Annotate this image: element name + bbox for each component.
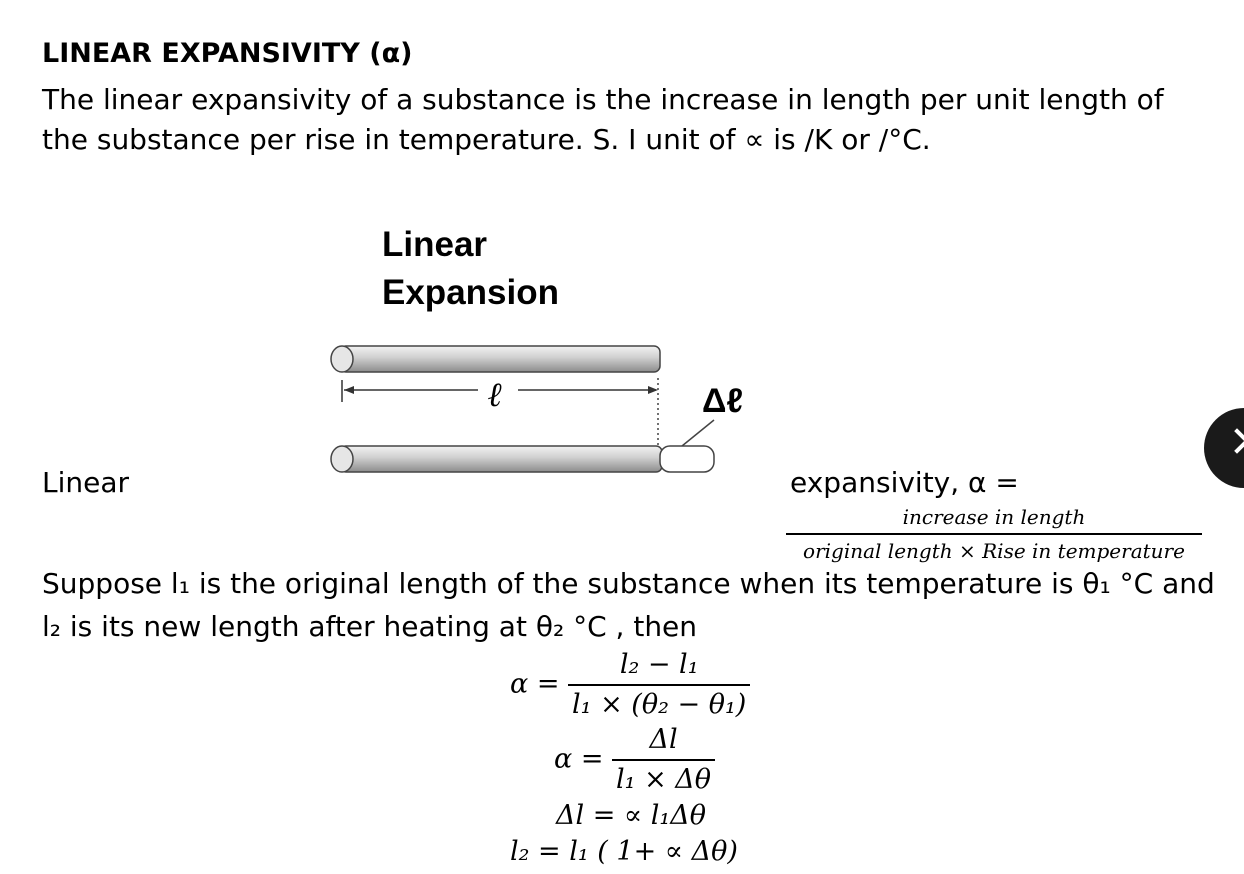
definition-numerator: increase in length (786, 503, 1202, 535)
figure-title-line-1: Linear (382, 225, 488, 264)
equation-2 (554, 723, 715, 797)
definition-fraction (786, 503, 1202, 565)
chevron-right-icon (1224, 428, 1244, 453)
equation-2-lhs: α = (554, 743, 604, 775)
suppose-line-2: l₂ is its new length after heating at θ₂ °C , then (42, 610, 698, 643)
definition-left-word: Linear (42, 466, 130, 499)
definition-denominator: original length × Rise in temperature (803, 539, 1185, 563)
equation-3: Δl = ∝ l₁Δθ (556, 800, 706, 831)
page-title: LINEAR EXPANSIVITY (α) (42, 38, 413, 69)
intro-line-2: the substance per rise in temperature. S. I unit of ∝ is /K or /°C. (42, 123, 931, 156)
expanded-rod (331, 446, 714, 472)
equation-4: l₂ = l₁ ( 1+ ∝ Δθ) (510, 836, 738, 867)
delta-pointer (682, 420, 714, 446)
figure-title-line-2: Expansion (382, 273, 559, 312)
equation-1-denominator: l₁ × (θ₂ − θ₁) (572, 689, 747, 720)
original-rod (331, 346, 660, 372)
equation-1-lhs: α = (510, 668, 560, 700)
definition-text: expansivity, α = (790, 466, 1019, 499)
length-label: ℓ (488, 375, 503, 415)
equation-2-numerator: Δl (612, 723, 715, 761)
linear-expansion-figure (320, 220, 800, 494)
equation-2-denominator: l₁ × Δθ (616, 764, 712, 795)
intro-line-1: The linear expansivity of a substance is the increase in length per unit length of (42, 83, 1164, 116)
suppose-line-1: Suppose l₁ is the original length of the substance when its temperature is θ₁ °C and (42, 567, 1215, 600)
overlay-close-button[interactable] (1204, 408, 1244, 488)
equation-1 (510, 648, 750, 722)
linear-expansion-diagram (320, 220, 800, 490)
delta-length-label: Δℓ (702, 382, 744, 420)
equation-1-numerator: l₂ − l₁ (568, 648, 750, 686)
